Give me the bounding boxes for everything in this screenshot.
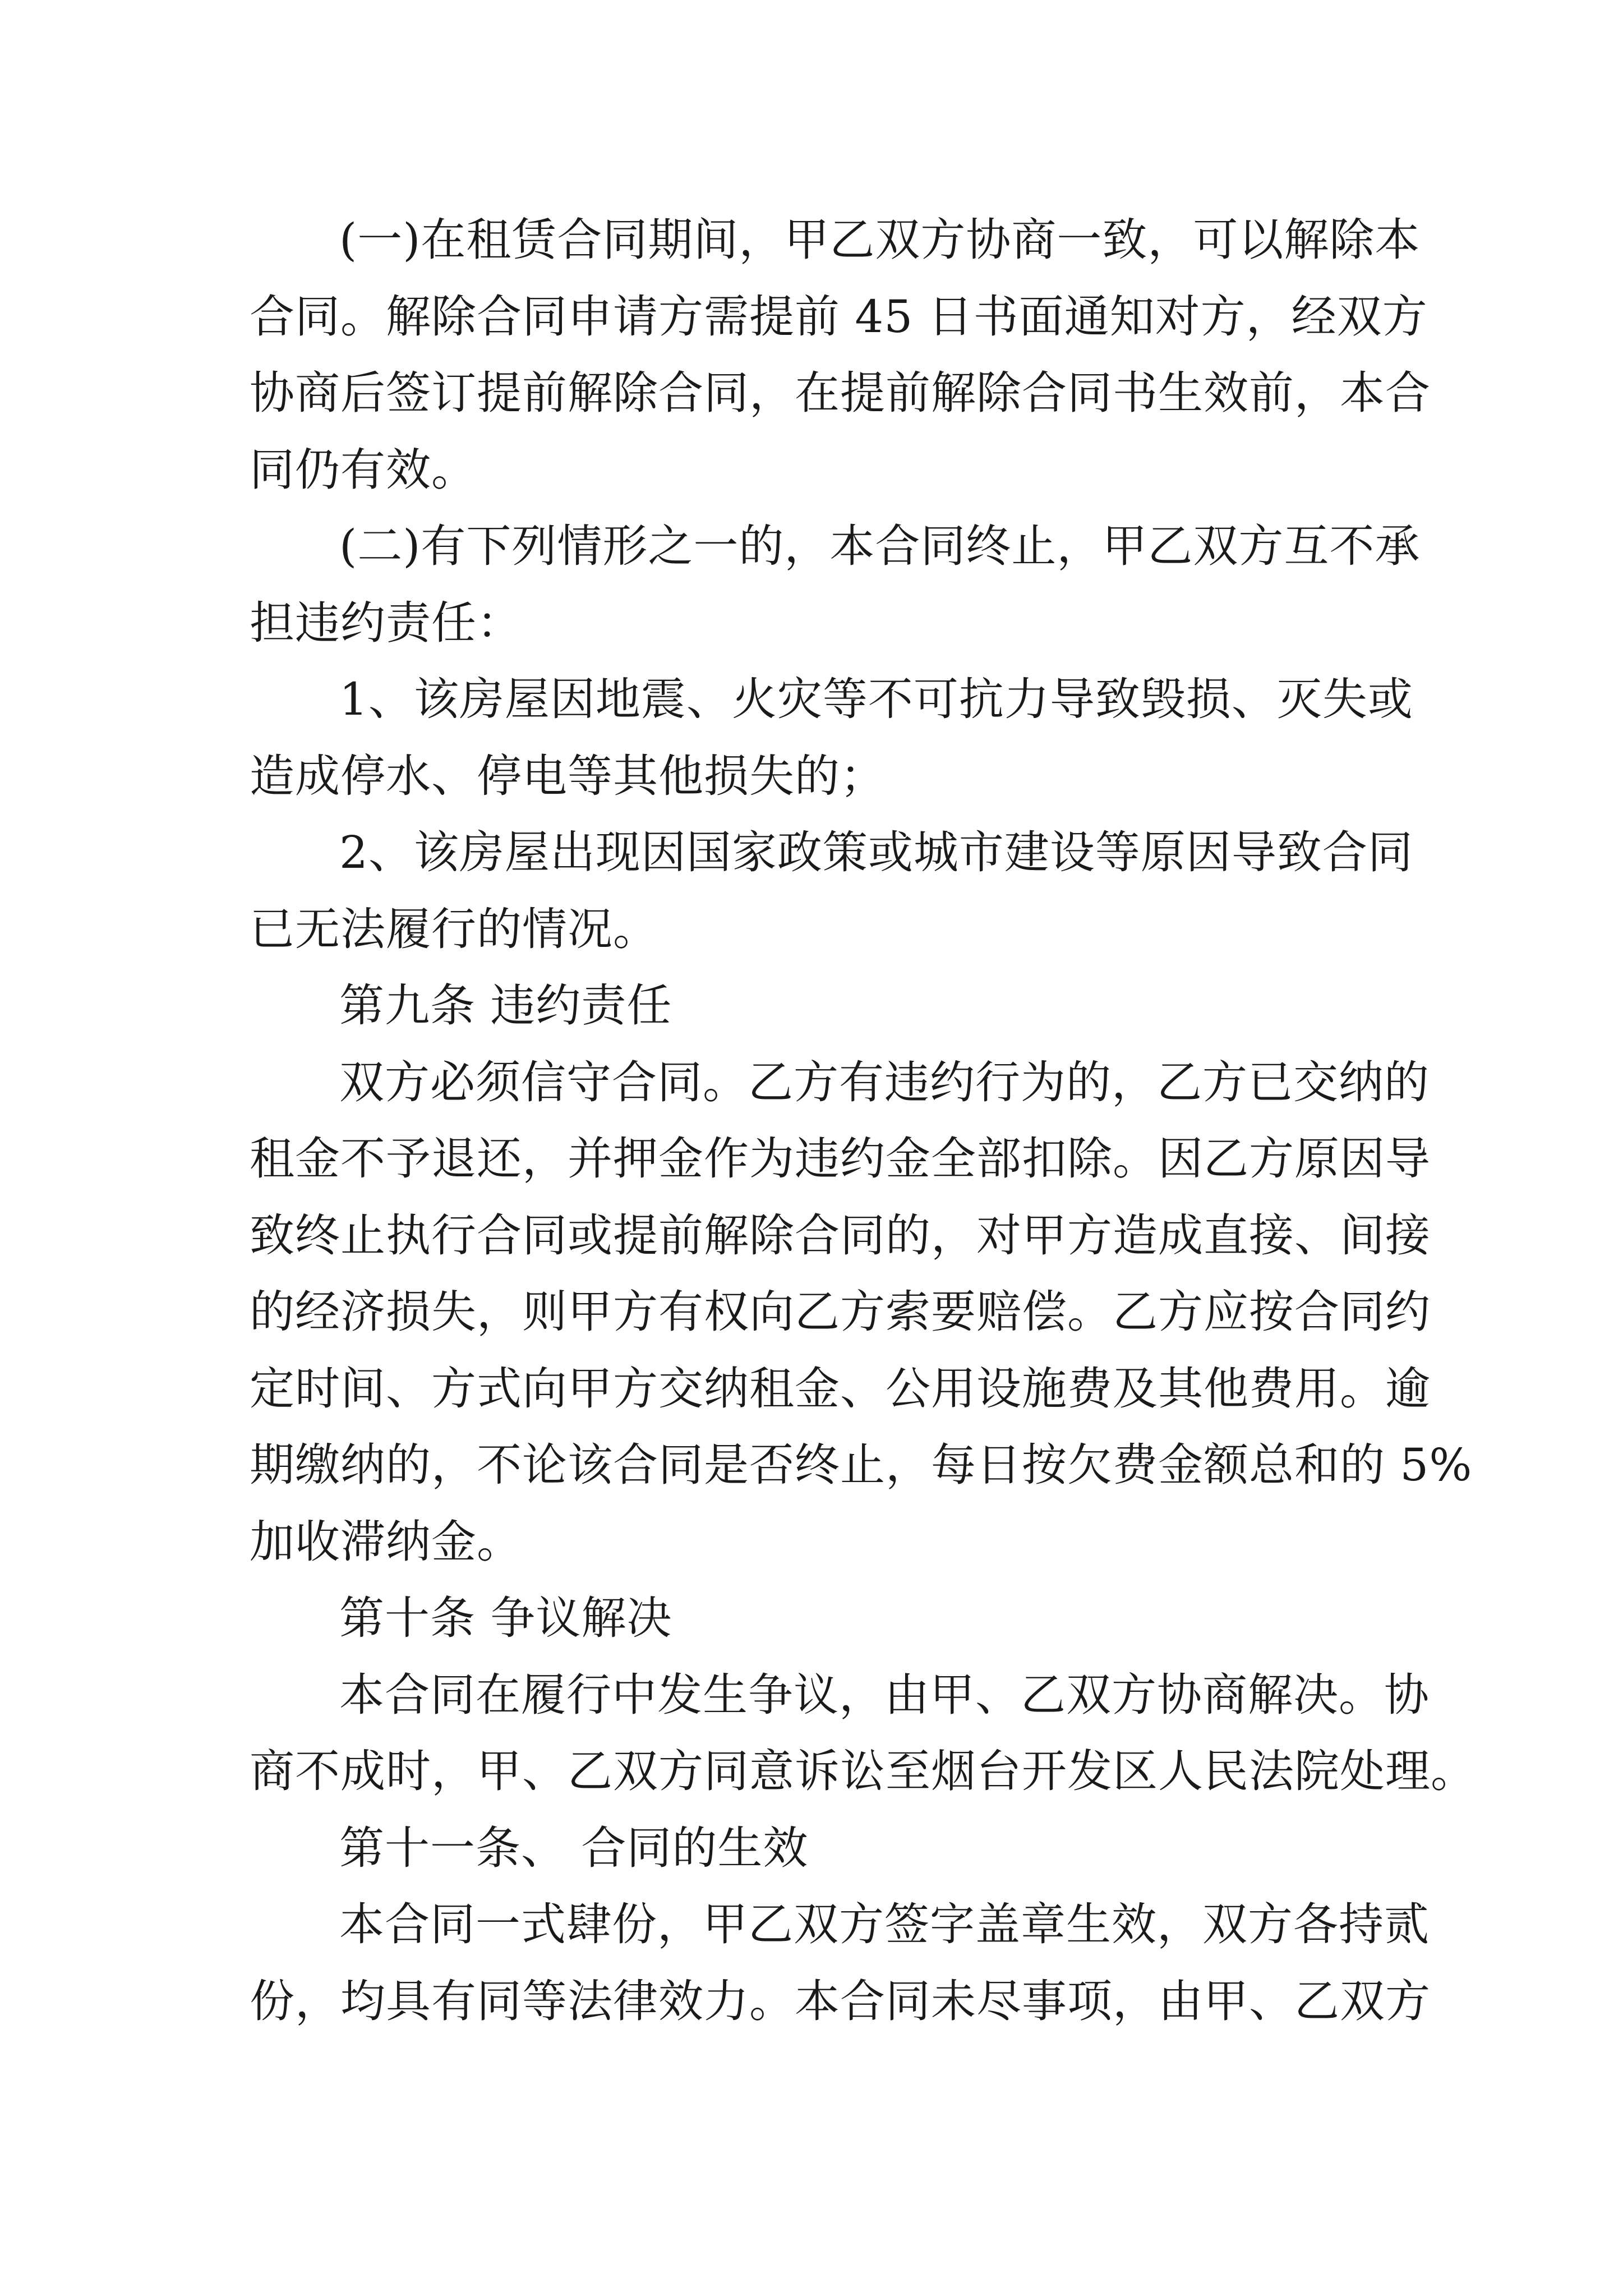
document-line: 租金不予退还，并押金作为违约金全部扣除。因乙方原因导 bbox=[250, 1133, 1431, 1185]
document-line: 协商后签订提前解除合同，在提前解除合同书生效前，本合 bbox=[250, 367, 1431, 419]
document-line: 合同。解除合同申请方需提前 45 日书面通知对方，经双方 bbox=[250, 290, 1428, 343]
document-line: 定时间、方式向甲方交纳租金、公用设施费及其他费用。逾 bbox=[250, 1362, 1431, 1415]
document-line: (一)在租赁合同期间，甲乙双方协商一致，可以解除本 bbox=[339, 214, 1421, 266]
document-line: 份，均具有同等法律效力。本合同未尽事项，由甲、乙双方 bbox=[250, 1975, 1431, 2027]
document-line: 第十条 争议解决 bbox=[339, 1592, 672, 1644]
document-line: 2、该房屋出现因国家政策或城市建设等原因导致合同 bbox=[339, 826, 1413, 878]
document-line: 的经济损失，则甲方有权向乙方索要赔偿。乙方应按合同约 bbox=[250, 1286, 1431, 1338]
document-line: 期缴纳的，不论该合同是否终止，每日按欠费金额总和的 5% bbox=[250, 1439, 1473, 1491]
document-line: 第九条 违约责任 bbox=[339, 979, 672, 1032]
document-line: 担违约责任： bbox=[250, 596, 522, 649]
document-line: 已无法履行的情况。 bbox=[250, 903, 658, 955]
document-line: 本合同一式肆份，甲乙双方签字盖章生效，双方各持贰 bbox=[339, 1898, 1430, 1950]
document-line: (二)有下列情形之一的，本合同终止，甲乙双方互不承 bbox=[339, 520, 1421, 572]
document-line: 致终止执行合同或提前解除合同的，对甲方造成直接、间接 bbox=[250, 1209, 1431, 1262]
document-line: 造成停水、停电等其他损失的； bbox=[250, 749, 886, 802]
document-line: 商不成时，甲、乙双方同意诉讼至烟台开发区人民法院处理。 bbox=[250, 1745, 1476, 1797]
document-line: 第十一条、 合同的生效 bbox=[339, 1821, 809, 1874]
document-line: 同仍有效。 bbox=[250, 443, 477, 496]
document-line: 本合同在履行中发生争议，由甲、乙双方协商解决。协 bbox=[339, 1668, 1430, 1721]
document-body bbox=[250, 202, 1476, 2040]
document-line: 双方必须信守合同。乙方有违约行为的，乙方已交纳的 bbox=[339, 1056, 1430, 1108]
document-line: 1、该房屋因地震、火灾等不可抗力导致毁损、灭失或 bbox=[339, 673, 1413, 725]
document-line: 加收滞纳金。 bbox=[250, 1515, 522, 1568]
